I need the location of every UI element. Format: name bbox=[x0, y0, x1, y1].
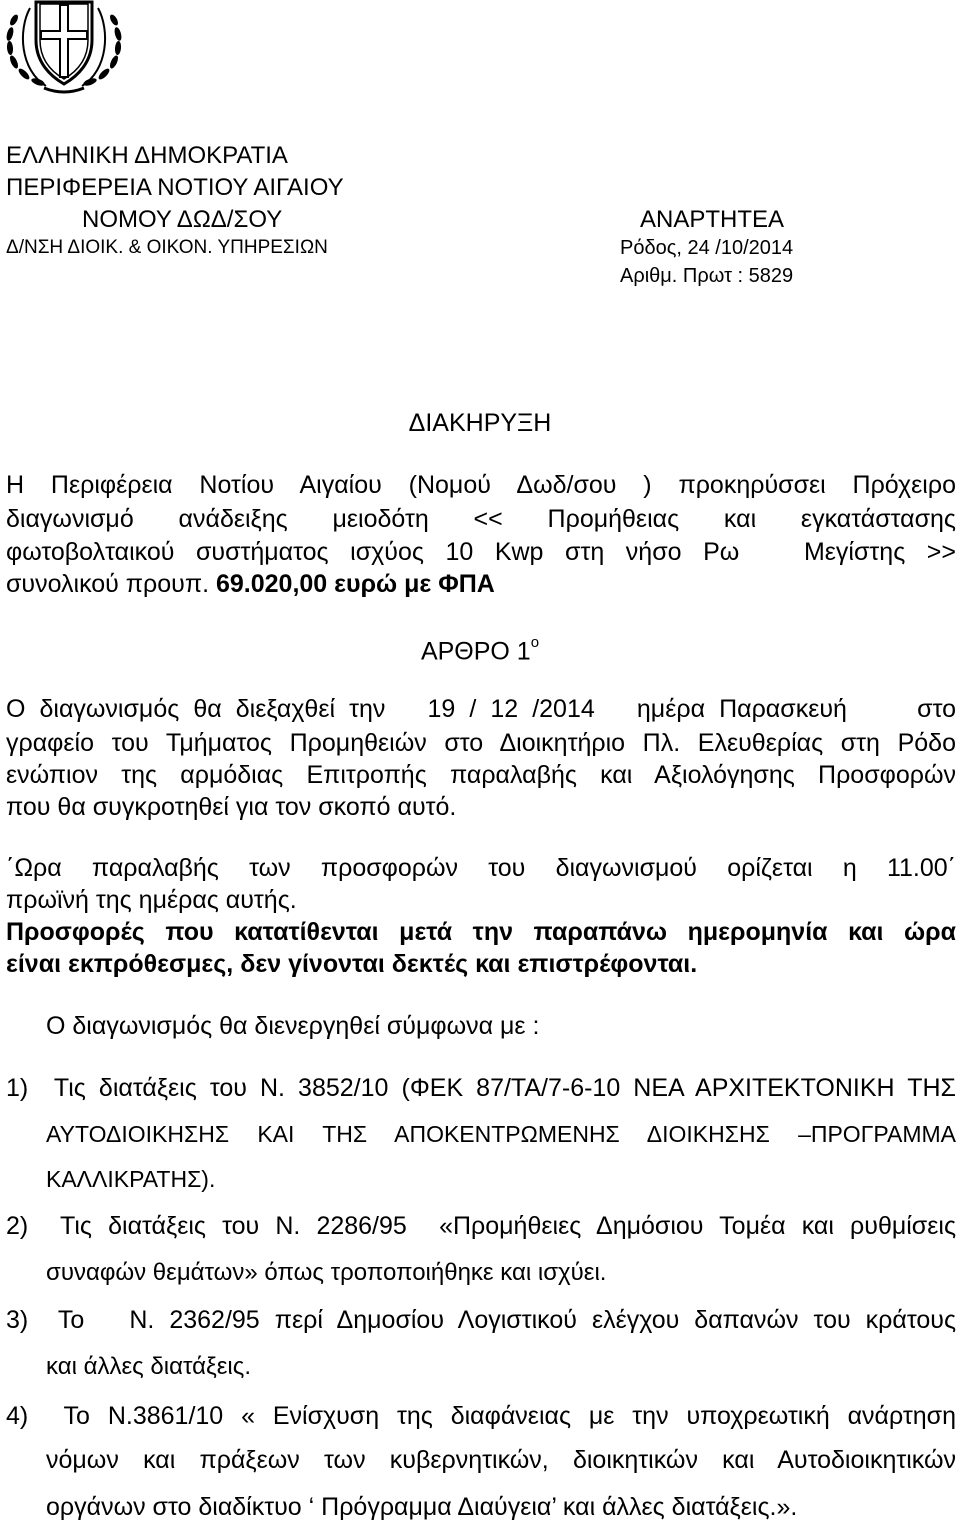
intro-line-2: διαγωνισμό ανάδειξης μειοδότη << Προμήθειας και εγκατάστασης bbox=[6, 505, 956, 533]
item-1-line-2: ΑΥΤΟΔΙΟΙΚΗΣΗΣ ΚΑΙ ΤΗΣ ΑΠΟΚΕΝΤΡΩΜΕΝΗΣ ΔΙΟΙΚΗΣΗΣ –ΠΡΟΓΡΑΜΜΑ bbox=[46, 1121, 956, 1147]
header-prefecture: ΝΟΜΟΥ ΔΩΔ/ΣΟΥ bbox=[82, 206, 283, 233]
budget-label: συνολικού προυπ. bbox=[6, 570, 210, 598]
posting-label: ΑΝΑΡΤΗΤΕΑ bbox=[640, 206, 785, 233]
item-1-line-3: ΚΑΛΛΙΚΡΑΤΗΣ). bbox=[46, 1166, 216, 1192]
item-1-line-1: 1) Τις διατάξεις του Ν. 3852/10 (ΦΕΚ 87/ΤΑ/7-6-10 ΝΕΑ ΑΡΧΙΤΕΚΤΟΝΙΚΗ ΤΗΣ bbox=[6, 1074, 956, 1102]
greek-coat-of-arms-emblem bbox=[0, 0, 128, 96]
item-3-line-1: 3) Το Ν. 2362/95 περί Δημοσίου Λογιστικού ελέγχου δαπανών του κράτους bbox=[6, 1306, 956, 1334]
article-heading: ΑΡΘΡΟ $1^o$ bbox=[420, 634, 540, 666]
budget-amount: 69.020,00 ευρώ με ΦΠΑ bbox=[209, 570, 495, 598]
para1-line-2: γραφείο του Τμήματος Προμηθειών στο Διοικητήριο Πλ. Ελευθερίας στη Ρόδο bbox=[6, 729, 956, 757]
header-country: ΕΛΛΗΝΙΚΗ ΔΗΜΟΚΡΑΤΙΑ bbox=[6, 142, 288, 169]
article-superscript: ο bbox=[530, 634, 540, 651]
item-4-line-1: 4) Το Ν.3861/10 « Ενίσχυση της διαφάνειας με την υποχρεωτική ανάρτηση bbox=[6, 1402, 956, 1430]
item-2-line-1: 2) Τις διατάξεις του Ν. 2286/95 «Προμήθειες Δημόσιου Τομέα και ρυθμίσεις bbox=[6, 1212, 956, 1240]
intro-line-3: φωτοβολταικού συστήματος ισχύος 10 Kwp στη νήσο Ρω Μεγίστης >> bbox=[6, 538, 956, 566]
header-region: ΠΕΡΙΦΕΡΕΙΑ ΝΟΤΙΟΥ ΑΙΓΑΙΟΥ bbox=[6, 174, 344, 201]
place-date: Ρόδος, 24 /10/2014 bbox=[620, 237, 794, 259]
late-offers-warning-1: Προσφορές που κατατίθενται μετά την παραπάνω ημερομηνία και ώρα bbox=[6, 918, 956, 946]
para2-line-1: ΄Ωρα παραλαβής των προσφορών του διαγωνισμού ορίζεται η 11.00΄ bbox=[6, 854, 956, 882]
document-title: ΔΙΑΚΗΡΥΞΗ bbox=[408, 409, 552, 437]
para2-line-2: πρωϊνή της ημέρας αυτής. bbox=[6, 886, 297, 914]
protocol-number: Αριθμ. Πρωτ : 5829 bbox=[620, 265, 794, 287]
item-2-line-2: συναφών θεμάτων» όπως τροποποιήθηκε και ισχύει. bbox=[46, 1259, 607, 1286]
conduct-statement: Ο διαγωνισμός θα διενεργηθεί σύμφωνα με : bbox=[46, 1012, 540, 1040]
para1-line-3: ενώπιον της αρμόδιας Επιτροπής παραλαβής και Αξιολόγησης Προσφορών bbox=[6, 761, 956, 789]
header-directorate: Δ/ΝΣΗ ΔΙΟΙΚ. & ΟΙΚΟΝ. ΥΠΗΡΕΣΙΩΝ bbox=[6, 237, 328, 258]
intro-line-4 bbox=[6, 569, 495, 600]
intro-line-1: Η Περιφέρεια Νοτίου Αιγαίου (Νομού Δωδ/σου ) προκηρύσσει Πρόχειρο bbox=[6, 471, 956, 499]
item-4-line-3: οργάνων στο διαδίκτυο ‘ Πρόγραμμα Διαύγεια’ και άλλες διατάξεις.». bbox=[46, 1493, 798, 1521]
item-3-line-2: και άλλες διατάξεις. bbox=[46, 1353, 251, 1380]
late-offers-warning-2: είναι εκπρόθεσμες, δεν γίνονται δεκτές και επιστρέφονται. bbox=[6, 950, 698, 978]
para1-line-4: που θα συγκροτηθεί για τον σκοπό αυτό. bbox=[6, 793, 457, 821]
item-4-line-2: νόμων και πράξεων των κυβερνητικών, διοικητικών και Αυτοδιοικητικών bbox=[46, 1446, 956, 1474]
para1-line-1: Ο διαγωνισμός θα διεξαχθεί την 19 / 12 /2014 ημέρα Παρασκευή στο bbox=[6, 695, 956, 723]
